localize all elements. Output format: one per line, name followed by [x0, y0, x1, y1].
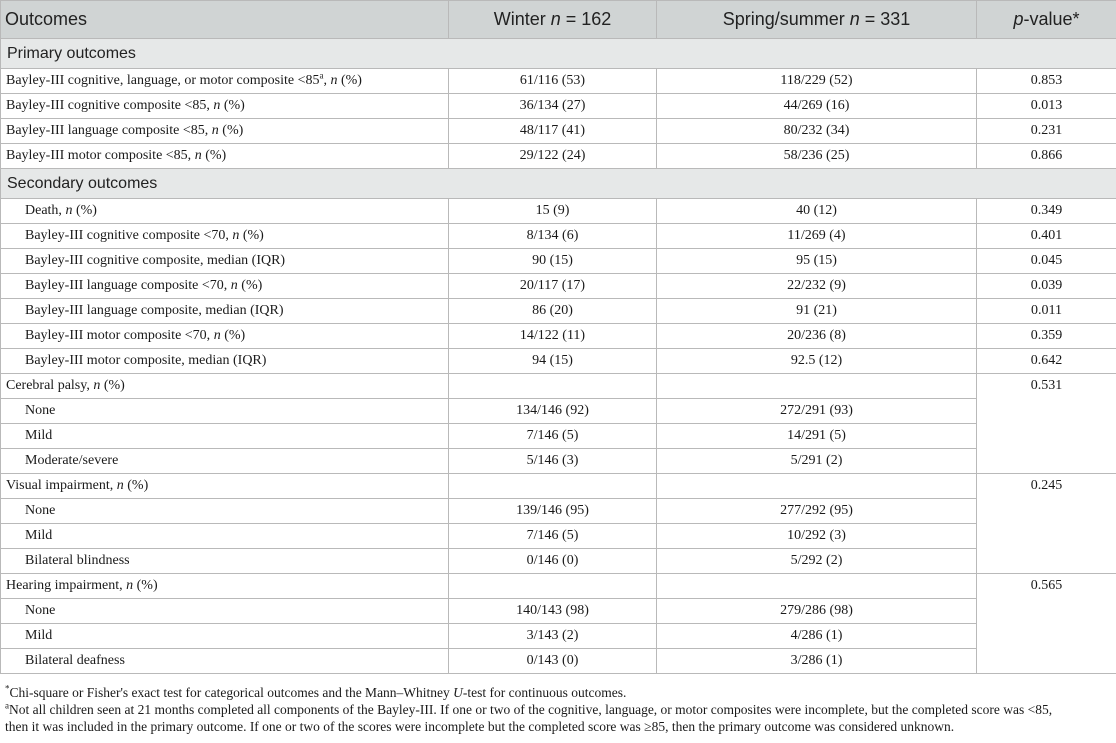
spring-value: 5/291 (2)	[657, 449, 977, 474]
row-label: Bilateral blindness	[1, 549, 449, 574]
winter-value: 20/117 (17)	[449, 274, 657, 299]
winter-value	[449, 574, 657, 599]
footnote-a-continued: then it was included in the primary outcome. If one or two of the scores were incomplete but the completed score was ≥85, then the primary outcome was considered unknown.	[5, 719, 955, 734]
winter-value: 0/146 (0)	[449, 549, 657, 574]
table-row	[1, 199, 1116, 224]
spring-value	[657, 374, 977, 399]
winter-value: 7/146 (5)	[449, 524, 657, 549]
row-label: Bayley-III motor composite, median (IQR)	[1, 349, 449, 374]
winter-value: 0/143 (0)	[449, 649, 657, 674]
spring-value	[657, 574, 977, 599]
winter-value: 14/122 (11)	[449, 324, 657, 349]
p-value: 0.349	[977, 199, 1116, 224]
header-p-value: p-value*	[977, 1, 1116, 39]
row-label: Bayley-III cognitive composite <70, n (%)	[1, 224, 449, 249]
winter-value: 5/146 (3)	[449, 449, 657, 474]
spring-value: 14/291 (5)	[657, 424, 977, 449]
table-body	[1, 39, 1116, 674]
winter-value	[449, 474, 657, 499]
table-row	[1, 549, 1116, 574]
winter-value: 61/116 (53)	[449, 69, 657, 94]
spring-value: 10/292 (3)	[657, 524, 977, 549]
spring-value: 20/236 (8)	[657, 324, 977, 349]
spring-value	[657, 474, 977, 499]
winter-value	[449, 374, 657, 399]
winter-value: 134/146 (92)	[449, 399, 657, 424]
section-title: Secondary outcomes	[1, 169, 1116, 199]
p-value: 0.231	[977, 119, 1116, 144]
row-label: Bayley-III language composite <70, n (%)	[1, 274, 449, 299]
p-value: 0.011	[977, 299, 1116, 324]
spring-value: 118/229 (52)	[657, 69, 977, 94]
spring-value: 3/286 (1)	[657, 649, 977, 674]
spring-value: 272/291 (93)	[657, 399, 977, 424]
row-label: None	[1, 399, 449, 424]
winter-value: 48/117 (41)	[449, 119, 657, 144]
row-label: Mild	[1, 524, 449, 549]
group-label: Hearing impairment, n (%)	[1, 574, 449, 599]
spring-value: 92.5 (12)	[657, 349, 977, 374]
p-value: 0.039	[977, 274, 1116, 299]
row-label: Bayley-III cognitive composite, median (IQR)	[1, 249, 449, 274]
spring-value: 44/269 (16)	[657, 94, 977, 119]
winter-value: 86 (20)	[449, 299, 657, 324]
spring-value: 11/269 (4)	[657, 224, 977, 249]
table-row	[1, 324, 1116, 349]
header-outcomes: Outcomes	[1, 1, 449, 39]
table-row	[1, 524, 1116, 549]
winter-value: 29/122 (24)	[449, 144, 657, 169]
spring-value: 58/236 (25)	[657, 144, 977, 169]
row-label: Bayley-III motor composite <70, n (%)	[1, 324, 449, 349]
table-row	[1, 599, 1116, 624]
table-row	[1, 399, 1116, 424]
winter-value: 139/146 (95)	[449, 499, 657, 524]
group-label: Cerebral palsy, n (%)	[1, 374, 449, 399]
winter-value: 140/143 (98)	[449, 599, 657, 624]
row-label: Bayley-III language composite, median (IQR)	[1, 299, 449, 324]
table-row	[1, 349, 1116, 374]
table-row	[1, 624, 1116, 649]
spring-value: 277/292 (95)	[657, 499, 977, 524]
row-label: Bayley-III language composite <85, n (%)	[1, 119, 449, 144]
row-label: Bayley-III cognitive, language, or motor composite $<85^a$, n (%)	[1, 69, 449, 94]
winter-value: 90 (15)	[449, 249, 657, 274]
p-value: 0.866	[977, 144, 1116, 169]
row-label: Death, n (%)	[1, 199, 449, 224]
spring-value: 95 (15)	[657, 249, 977, 274]
table-row	[1, 499, 1116, 524]
winter-value: 3/143 (2)	[449, 624, 657, 649]
group-label: Visual impairment, n (%)	[1, 474, 449, 499]
p-value: 0.401	[977, 224, 1116, 249]
row-label: Bayley-III cognitive composite <85, n (%)	[1, 94, 449, 119]
table-row	[1, 249, 1116, 274]
p-value: 0.013	[977, 94, 1116, 119]
group-row-cerebral-palsy	[1, 374, 1116, 399]
spring-value: 91 (21)	[657, 299, 977, 324]
table-row	[1, 299, 1116, 324]
row-label: Bilateral deafness	[1, 649, 449, 674]
table-row	[1, 424, 1116, 449]
table-row	[1, 449, 1116, 474]
table-row	[1, 119, 1116, 144]
row-label: Mild	[1, 624, 449, 649]
p-value: 0.565	[977, 574, 1116, 674]
table-header	[1, 1, 1116, 39]
spring-value: 5/292 (2)	[657, 549, 977, 574]
footnote-star: *Chi-square or Fisher's exact test for categorical outcomes and the Mann–Whitney U-test for continuous outcomes.	[5, 683, 627, 700]
section-secondary	[1, 169, 1116, 199]
table-row	[1, 649, 1116, 674]
p-value: 0.642	[977, 349, 1116, 374]
spring-value: 4/286 (1)	[657, 624, 977, 649]
group-row-visual-impairment	[1, 474, 1116, 499]
p-value: 0.045	[977, 249, 1116, 274]
row-label: None	[1, 599, 449, 624]
row-label: None	[1, 499, 449, 524]
table-row	[1, 144, 1116, 169]
p-value: 0.853	[977, 69, 1116, 94]
spring-value: 22/232 (9)	[657, 274, 977, 299]
row-label: Moderate/severe	[1, 449, 449, 474]
row-label: Bayley-III motor composite <85, n (%)	[1, 144, 449, 169]
section-primary	[1, 39, 1116, 69]
winter-value: 15 (9)	[449, 199, 657, 224]
header-spring-summer: Spring/summer n = 331	[657, 1, 977, 39]
winter-value: 94 (15)	[449, 349, 657, 374]
row-label: Mild	[1, 424, 449, 449]
p-value: 0.359	[977, 324, 1116, 349]
winter-value: 36/134 (27)	[449, 94, 657, 119]
spring-value: 279/286 (98)	[657, 599, 977, 624]
group-row-hearing-impairment	[1, 574, 1116, 599]
p-value: 0.245	[977, 474, 1116, 574]
winter-value: 8/134 (6)	[449, 224, 657, 249]
table-row	[1, 69, 1116, 94]
footnotes	[5, 684, 1113, 735]
table-row	[1, 94, 1116, 119]
table-row	[1, 274, 1116, 299]
header-winter: Winter n = 162	[449, 1, 657, 39]
section-title: Primary outcomes	[1, 39, 1116, 69]
spring-value: 40 (12)	[657, 199, 977, 224]
p-value: 0.531	[977, 374, 1116, 474]
footnote-a: $^a$Not all children seen at 21 months completed all components of the Bayley-III. If one or two of the cognitive, language, or motor composites were incomplete, but the completed score was <85,	[5, 700, 1053, 717]
spring-value: 80/232 (34)	[657, 119, 977, 144]
winter-value: 7/146 (5)	[449, 424, 657, 449]
table-row	[1, 224, 1116, 249]
